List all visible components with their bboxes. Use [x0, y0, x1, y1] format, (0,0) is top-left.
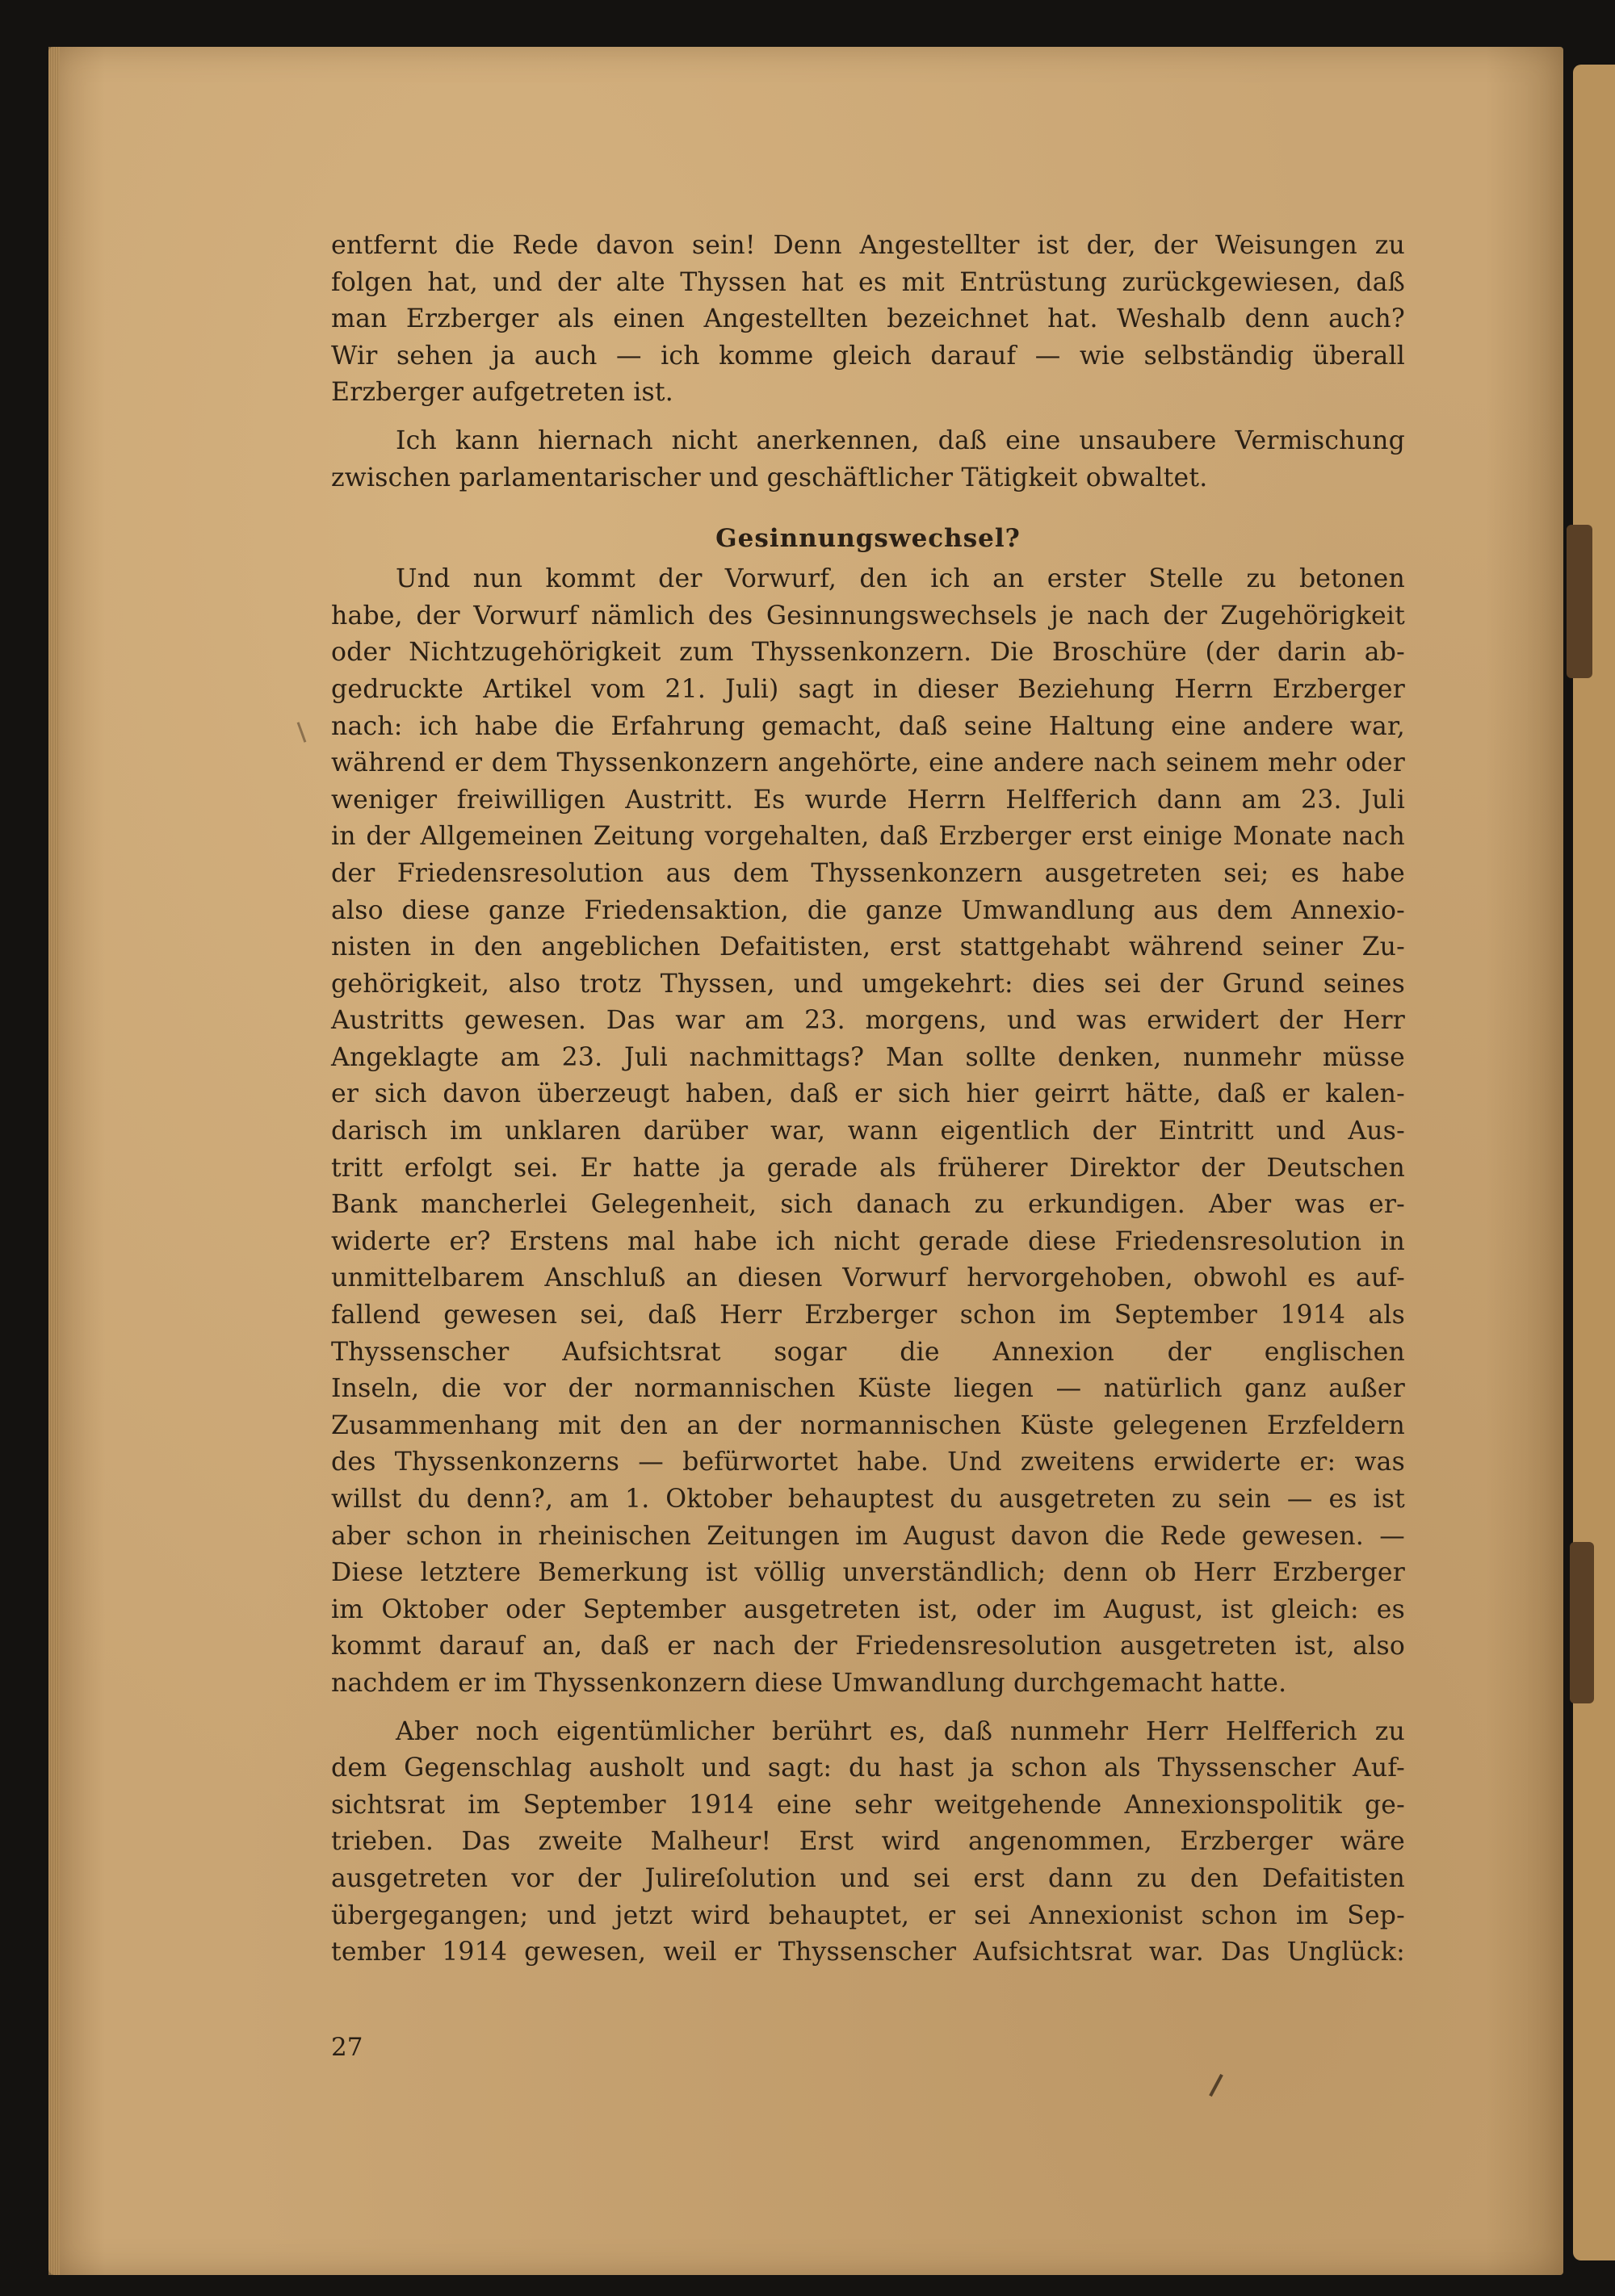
text-line: weniger freiwilligen Austritt. Es wurde Herrn Helfferich dann am 23. Juli — [331, 785, 1405, 815]
text-line: Thyssenscher Aufsichtsrat sogar die Annexion der englischen — [331, 1337, 1405, 1367]
text-line: widerte er? Erstens mal habe ich nicht gerade diese Friedensresolution in — [331, 1226, 1405, 1256]
binding-thread-top — [1567, 525, 1592, 678]
text-line: unmittelbarem Anschluß an diesen Vorwurf hervorgehoben, obwohl es auf- — [331, 1263, 1405, 1293]
paragraph-1 — [331, 228, 1405, 412]
text-line: im Oktober oder September ausgetreten ist, oder im August, ist gleich: es — [331, 1594, 1405, 1624]
binding-thread-bottom — [1570, 1542, 1594, 1703]
text-line: Austritts gewesen. Das war am 23. morgens, und was erwidert der Herr — [331, 1006, 1405, 1036]
text-line: folgen hat, und der alte Thyssen hat es mit Entrüstung zurückgewiesen, daß — [331, 267, 1405, 297]
text-line: Bank mancherlei Gelegenheit, sich danach zu erkundigen. Aber was er- — [331, 1190, 1405, 1220]
text-line: Und nun kommt der Vorwurf, den ich an erster Stelle zu betonen — [396, 564, 1405, 594]
text-line: Diese letztere Bemerkung ist völlig unverständlich; denn ob Herr Erzberger — [331, 1558, 1405, 1588]
text-line: Ich kann hiernach nicht anerkennen, daß eine unsaubere Vermischung — [396, 425, 1405, 455]
text-line: gedruckte Artikel vom 21. Juli) sagt in dieser Beziehung Herrn Erzberger — [331, 674, 1405, 704]
text-line: des Thyssenkonzerns — befürwortet habe. Und zweitens erwiderte er: was — [331, 1448, 1405, 1477]
text-line: übergegangen; und jetzt wird behauptet, er sei Annexionist schon im Sep- — [331, 1900, 1405, 1930]
text-line: in der Allgemeinen Zeitung vorgehalten, daß Erzberger erst einige Monate nach — [331, 822, 1405, 852]
text-line: Angeklagte am 23. Juli nachmittags? Man sollte denken, nunmehr müsse — [331, 1042, 1405, 1072]
text-line: entfernt die Rede davon sein! Denn Angestellter ist der, der Weisungen zu — [331, 231, 1405, 260]
text-line: Aber noch eigentümlicher berührt es, daß nunmehr Herr Helfferich zu — [396, 1716, 1405, 1746]
text-line: während er dem Thyssenkonzern angehörte, eine andere nach seinem mehr oder — [331, 748, 1405, 778]
text-line: sichtsrat im September 1914 eine sehr weitgehende Annexionspolitik ge- — [331, 1790, 1405, 1820]
text-line: der Friedensresolution aus dem Thyssenkonzern ausgetreten sei; es habe — [331, 858, 1405, 888]
text-line: nach: ich habe die Erfahrung gemacht, daß seine Haltung eine andere war, — [331, 711, 1405, 741]
text-line: trieben. Das zweite Malheur! Erst wird angenommen, Erzberger wäre — [331, 1827, 1405, 1857]
text-line: tember 1914 gewesen, weil er Thyssenscher Aufsichtsrat war. Das Unglück: — [331, 1938, 1405, 1967]
paragraph-2 — [331, 423, 1405, 496]
text-line: also diese ganze Friedensaktion, die ganze Umwandlung aus dem Annexio- — [331, 895, 1405, 925]
adjacent-page-edge — [1573, 65, 1615, 2260]
text-line: man Erzberger als einen Angestellten bezeichnet hat. Weshalb denn auch? — [331, 304, 1405, 334]
text-line: Inseln, die vor der normannischen Küste liegen — natürlich ganz außer — [331, 1374, 1405, 1404]
paragraph-4 — [331, 1714, 1405, 1971]
text-line: Wir sehen ja auch — ich komme gleich darauf — wie selbständig überall — [331, 341, 1405, 371]
text-line: ausgetreten vor der Julireſolution und sei erst dann zu den Defaitisten — [331, 1863, 1405, 1893]
text-line: oder Nichtzugehörigkeit zum Thyssenkonzern. Die Broschüre (der darin ab- — [331, 638, 1405, 668]
text-line: dem Gegenschlag ausholt und sagt: du hast ja schon als Thyssenscher Auf- — [331, 1753, 1405, 1783]
paragraph-3 — [331, 561, 1405, 1702]
section-heading: Gesinnungswechsel? — [715, 524, 1021, 554]
text-line: nisten in den angeblichen Defaitisten, erst stattgehabt während seiner Zu- — [331, 932, 1405, 962]
text-line: fallend gewesen sei, daß Herr Erzberger schon im September 1914 als — [331, 1301, 1405, 1330]
text-line: darisch im unklaren darüber war, wann eigentlich der Eintritt und Aus- — [331, 1117, 1405, 1146]
text-line: zwischen parlamentarischer und geschäftlicher Tätigkeit obwaltet. — [331, 463, 1208, 492]
text-line: nachdem er im Thyssenkonzern diese Umwandlung durchgemacht hatte. — [331, 1668, 1287, 1698]
text-line: tritt erfolgt sei. Er hatte ja gerade als früherer Direktor der Deutschen — [331, 1153, 1405, 1183]
text-line: er sich davon überzeugt haben, daß er sich hier geirrt hätte, daß er kalen- — [331, 1079, 1405, 1109]
text-line: Zusammenhang mit den an der normannischen Küste gelegenen Erzfeldern — [331, 1410, 1405, 1440]
text-line: Erzberger aufgetreten ist. — [331, 378, 673, 408]
text-line: kommt darauf an, daß er nach der Friedensresolution ausgetreten ist, also — [331, 1632, 1405, 1661]
text-line: aber schon in rheinischen Zeitungen im August davon die Rede gewesen. — — [331, 1521, 1405, 1551]
page-stack-edge — [48, 47, 60, 2275]
body-text — [331, 228, 1405, 1971]
page-number: 27 — [331, 2033, 363, 2062]
text-line: gehörigkeit, also trotz Thyssen, und umgekehrt: dies sei der Grund seines — [331, 969, 1405, 999]
text-line: habe, der Vorwurf nämlich des Gesinnungswechsels je nach der Zugehörigkeit — [331, 601, 1405, 631]
text-line: willst du denn?, am 1. Oktober behauptest du ausgetreten zu sein — es ist — [331, 1485, 1405, 1514]
